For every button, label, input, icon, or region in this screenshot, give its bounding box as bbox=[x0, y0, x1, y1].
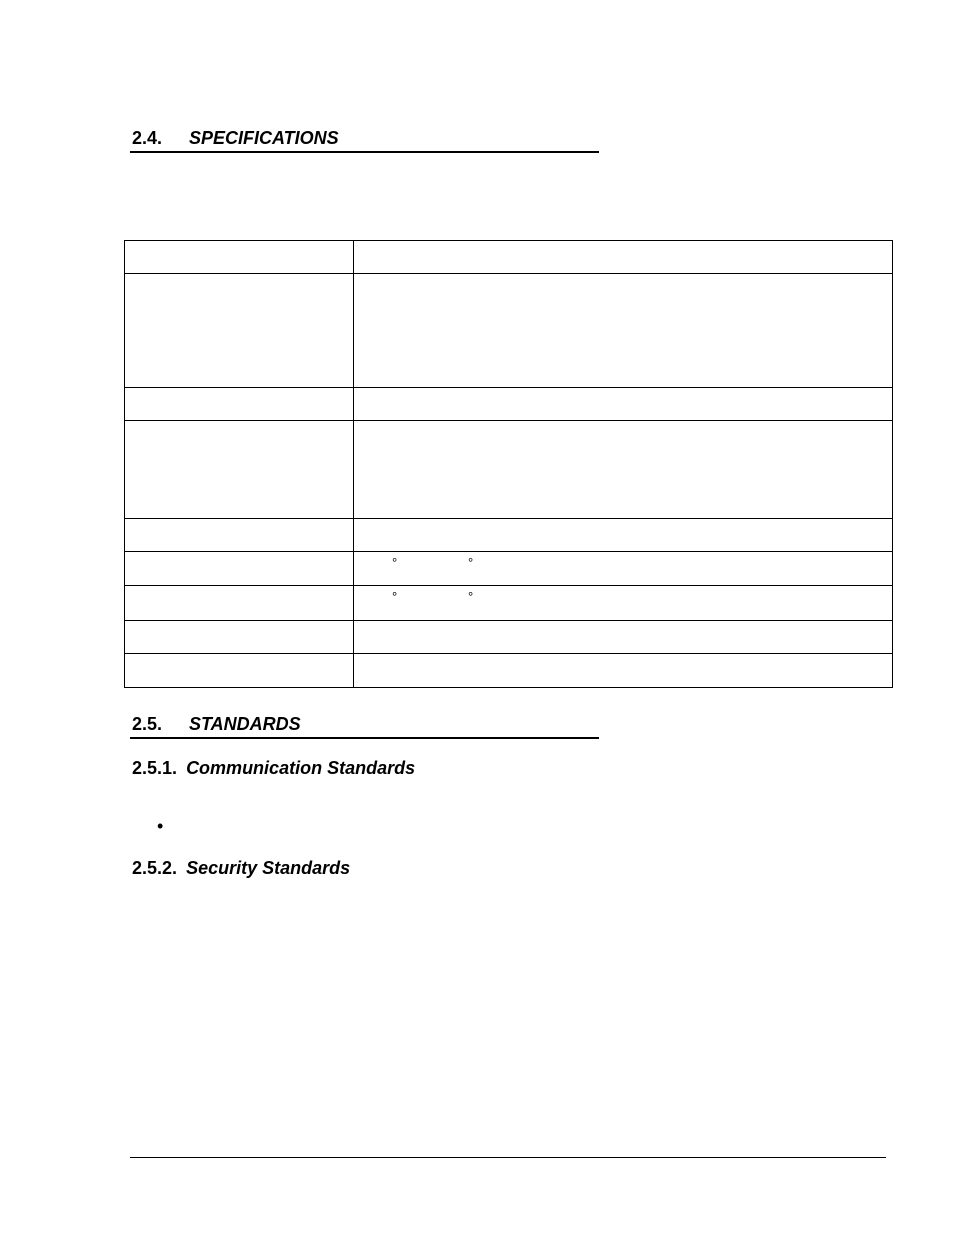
table-cell bbox=[354, 621, 893, 654]
heading-underline bbox=[130, 151, 599, 153]
table-cell bbox=[354, 654, 893, 688]
table-row bbox=[125, 519, 893, 552]
degree-symbol: ° bbox=[468, 589, 474, 604]
subsection-heading-security bbox=[132, 858, 350, 879]
subsection-title: Security Standards bbox=[186, 858, 351, 878]
table-cell bbox=[354, 241, 893, 274]
section-heading-specifications bbox=[132, 128, 339, 149]
degree-symbol: ° bbox=[468, 555, 474, 570]
degree-symbol: ° bbox=[392, 555, 398, 570]
table-cell bbox=[125, 274, 354, 388]
table-cell bbox=[125, 421, 354, 519]
specifications-table bbox=[124, 240, 893, 688]
table-row bbox=[125, 552, 893, 586]
heading-underline bbox=[130, 737, 599, 739]
table-cell bbox=[354, 388, 893, 421]
table-cell bbox=[125, 621, 354, 654]
subsection-number: 2.5.1. bbox=[132, 758, 178, 778]
table-cell bbox=[125, 654, 354, 688]
table-cell bbox=[354, 274, 893, 388]
table-row bbox=[125, 586, 893, 621]
table-cell bbox=[354, 552, 893, 586]
degree-symbol: ° bbox=[392, 589, 398, 604]
section-title: SPECIFICATIONS bbox=[189, 128, 339, 148]
table-row bbox=[125, 388, 893, 421]
table-cell bbox=[354, 586, 893, 621]
table-cell bbox=[125, 552, 354, 586]
section-title: STANDARDS bbox=[189, 714, 301, 734]
table-cell bbox=[354, 421, 893, 519]
bullet-point: • bbox=[157, 816, 164, 836]
table-cell bbox=[125, 519, 354, 552]
subsection-heading-communication bbox=[132, 758, 415, 779]
table-row bbox=[125, 621, 893, 654]
subsection-number: 2.5.2. bbox=[132, 858, 178, 878]
table-row bbox=[125, 241, 893, 274]
section-number: 2.5. bbox=[132, 714, 163, 734]
table-row bbox=[125, 421, 893, 519]
table-cell bbox=[125, 586, 354, 621]
table-cell bbox=[354, 519, 893, 552]
table-cell bbox=[125, 388, 354, 421]
footer-divider bbox=[130, 1157, 886, 1158]
section-heading-standards bbox=[132, 714, 301, 735]
table-row bbox=[125, 274, 893, 388]
table-row bbox=[125, 654, 893, 688]
section-number: 2.4. bbox=[132, 128, 163, 148]
table-cell bbox=[125, 241, 354, 274]
subsection-title: Communication Standards bbox=[186, 758, 416, 778]
